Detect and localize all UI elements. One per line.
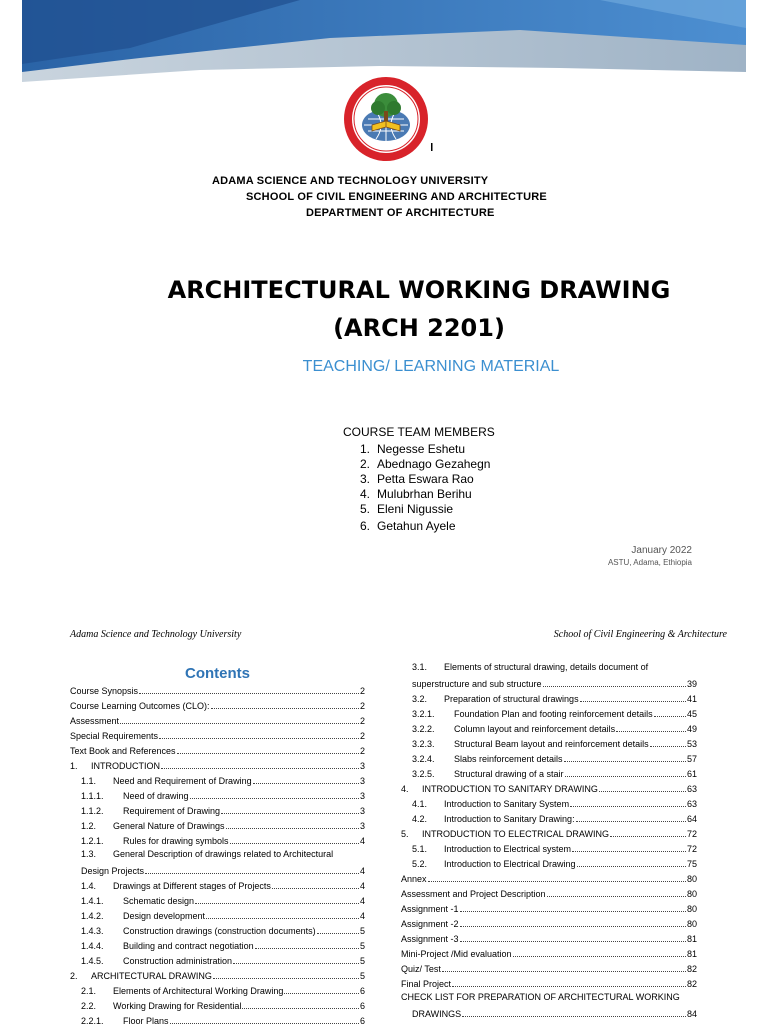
toc-entry-number: 3.2.2.	[412, 724, 435, 734]
toc-entry-number: 3.2.5.	[412, 769, 435, 779]
toc-entry[interactable]	[412, 662, 697, 677]
toc-dot-leader	[513, 947, 686, 957]
toc-dot-leader	[577, 857, 686, 867]
toc-entry[interactable]	[412, 677, 697, 692]
toc-entry[interactable]	[81, 999, 365, 1014]
toc-dot-leader	[284, 984, 359, 994]
team-member-name: Abednago Gezahegn	[377, 457, 491, 471]
toc-entry-page: 5	[359, 956, 365, 966]
toc-dot-leader	[460, 932, 686, 942]
toc-entry[interactable]	[412, 707, 697, 722]
toc-entry-page: 84	[686, 1009, 697, 1019]
toc-entry-page: 45	[686, 709, 697, 719]
toc-dot-leader	[543, 677, 686, 687]
toc-entry-number: 4.2.	[412, 814, 428, 824]
team-member	[360, 502, 453, 517]
toc-entry-title: Requirement of Drawing	[123, 806, 221, 816]
toc-entry-title: Schematic design	[123, 896, 195, 906]
toc-entry-page: 3	[359, 776, 365, 786]
toc-dot-leader	[190, 789, 359, 799]
toc-entry-title: CHECK LIST FOR PREPARATION OF ARCHITECTURAL WORKING	[401, 992, 680, 1002]
toc-entry-page: 3	[359, 791, 365, 801]
toc-entry-page: 49	[686, 724, 697, 734]
team-heading: COURSE TEAM MEMBERS	[343, 425, 495, 439]
toc-entry-title: Introduction to Sanitary System	[444, 799, 570, 809]
toc-entry-page: 5	[359, 941, 365, 951]
toc-dot-leader	[253, 774, 359, 784]
toc-dot-leader	[462, 1007, 686, 1017]
toc-entry-page: 81	[686, 949, 697, 959]
toc-dot-leader	[145, 864, 359, 874]
course-code: (ARCH 2201)	[333, 314, 505, 342]
toc-entry-number: 4.1.	[412, 799, 428, 809]
toc-dot-leader	[177, 744, 359, 754]
toc-entry-number: 1.4.5.	[81, 956, 104, 966]
team-member-number: 2.	[360, 457, 371, 471]
toc-entry-title: Assessment	[70, 716, 120, 726]
toc-entry-number: 2.	[70, 971, 78, 981]
toc-entry-title: Drawings at Different stages of Projects	[113, 881, 271, 891]
toc-entry-title: DRAWINGS	[412, 1009, 462, 1019]
team-member	[360, 487, 472, 502]
toc-dot-leader	[242, 999, 359, 1009]
toc-dot-leader	[195, 894, 359, 904]
toc-entry[interactable]	[81, 804, 365, 819]
toc-entry-title: General Nature of Drawings	[113, 821, 225, 831]
toc-entry-title: Design development	[123, 911, 206, 921]
toc-entry-title: INTRODUCTION TO ELECTRICAL DRAWING	[422, 829, 610, 839]
document-title: ARCHITECTURAL WORKING DRAWING	[167, 276, 671, 304]
toc-entry[interactable]	[70, 759, 365, 774]
toc-entry-title: INTRODUCTION	[91, 761, 160, 771]
toc-dot-leader	[654, 707, 686, 717]
toc-entry-page: 80	[686, 889, 697, 899]
toc-entry-page: 3	[359, 821, 365, 831]
toc-dot-leader	[233, 954, 359, 964]
toc-entry-page: 5	[359, 971, 365, 981]
page-header-right: School of Civil Engineering & Architecture	[553, 629, 727, 640]
toc-dot-leader	[572, 842, 686, 852]
team-member-number: 5.	[360, 502, 371, 516]
team-member	[360, 442, 465, 457]
toc-dot-leader	[120, 714, 359, 724]
toc-dot-leader	[206, 909, 359, 919]
toc-dot-leader	[317, 924, 359, 934]
toc-entry-number: 5.	[401, 829, 409, 839]
toc-dot-leader	[610, 827, 686, 837]
toc-entry-title: Assignment -1	[401, 904, 459, 914]
toc-entry-number: 1.1.	[81, 776, 97, 786]
toc-entry-number: 2.2.	[81, 1001, 97, 1011]
university-name: ADAMA SCIENCE AND TECHNOLOGY UNIVERSITY	[212, 175, 489, 187]
toc-entry-title: Introduction to Electrical Drawing	[444, 859, 576, 869]
toc-entry-title: Course Learning Outcomes (CLO):	[70, 701, 210, 711]
toc-entry[interactable]	[81, 774, 365, 789]
toc-entry-number: 2.2.1.	[81, 1016, 104, 1026]
team-member	[360, 519, 456, 534]
toc-entry[interactable]	[70, 729, 365, 744]
toc-entry-number: 4.	[401, 784, 409, 794]
toc-dot-leader	[255, 939, 359, 949]
toc-entry-page: 63	[686, 799, 697, 809]
toc-entry-page: 3	[359, 806, 365, 816]
toc-entry-title: INTRODUCTION TO SANITARY DRAWING	[422, 784, 598, 794]
toc-entry-number: 1.2.1.	[81, 836, 104, 846]
toc-entry-page: 5	[359, 926, 365, 936]
toc-entry-page: 72	[686, 844, 697, 854]
toc-entry[interactable]	[412, 812, 697, 827]
toc-entry-number: 1.4.	[81, 881, 97, 891]
team-member	[360, 457, 490, 472]
toc-dot-leader	[599, 782, 686, 792]
toc-entry-title: Text Book and References	[70, 746, 176, 756]
toc-entry[interactable]	[81, 864, 365, 879]
toc-entry-number: 3.2.1.	[412, 709, 435, 719]
toc-entry[interactable]	[81, 834, 365, 849]
page-header-left: Adama Science and Technology University	[70, 629, 242, 640]
team-member-name: Petta Eswara Rao	[377, 472, 474, 486]
toc-entry-number: 3.2.	[412, 694, 428, 704]
document-subtitle: TEACHING/ LEARNING MATERIAL	[302, 358, 560, 375]
toc-dot-leader	[213, 969, 359, 979]
team-member-number: 1.	[360, 442, 371, 456]
publication-date: January 2022	[631, 545, 692, 556]
contents-title: Contents	[185, 665, 250, 682]
toc-entry-title: Floor Plans	[123, 1016, 169, 1026]
toc-entry-title: Introduction to Sanitary Drawing:	[444, 814, 575, 824]
toc-entry-number: 1.4.3.	[81, 926, 104, 936]
toc-entry-page: 80	[686, 904, 697, 914]
toc-entry-title: Introduction to Electrical system	[444, 844, 572, 854]
toc-dot-leader	[272, 879, 359, 889]
toc-entry[interactable]	[401, 872, 697, 887]
toc-entry-page: 81	[686, 934, 697, 944]
toc-entry-page: 41	[686, 694, 697, 704]
toc-entry-page: 6	[359, 986, 365, 996]
toc-entry-number: 1.4.2.	[81, 911, 104, 921]
toc-entry[interactable]	[401, 932, 697, 947]
toc-entry-page: 80	[686, 919, 697, 929]
toc-entry-title: ARCHITECTURAL DRAWING	[91, 971, 212, 981]
toc-entry[interactable]	[70, 699, 365, 714]
toc-entry-title: Assignment -3	[401, 934, 459, 944]
toc-entry[interactable]	[401, 992, 697, 1007]
toc-entry-page: 80	[686, 874, 697, 884]
toc-entry-title: Design Projects	[81, 866, 145, 876]
toc-entry[interactable]	[70, 744, 365, 759]
toc-dot-leader	[226, 819, 359, 829]
toc-entry-title: Annex	[401, 874, 427, 884]
toc-entry[interactable]	[401, 887, 697, 902]
toc-entry-title: Construction drawings (construction documents)	[123, 926, 316, 936]
toc-entry-page: 2	[359, 701, 365, 711]
toc-entry[interactable]	[412, 692, 697, 707]
toc-entry-page: 39	[686, 679, 697, 689]
toc-entry[interactable]	[81, 939, 365, 954]
toc-entry-title: Assignment -2	[401, 919, 459, 929]
toc-dot-leader	[650, 737, 686, 747]
toc-dot-leader	[159, 729, 359, 739]
team-member	[360, 472, 474, 487]
toc-entry-number: 1.	[70, 761, 78, 771]
toc-entry-page: 53	[686, 739, 697, 749]
toc-entry[interactable]	[81, 789, 365, 804]
toc-entry-page: 4	[359, 881, 365, 891]
department-name: DEPARTMENT OF ARCHITECTURE	[306, 207, 495, 219]
toc-entry-title: Structural Beam layout and reinforcement details	[454, 739, 649, 749]
toc-entry-page: 4	[359, 896, 365, 906]
toc-entry-title: Structural drawing of a stair	[454, 769, 564, 779]
toc-entry-number: 1.2.	[81, 821, 97, 831]
toc-dot-leader	[576, 812, 686, 822]
toc-entry-page: 61	[686, 769, 697, 779]
toc-dot-leader	[616, 722, 686, 732]
toc-entry-title: Need and Requirement of Drawing	[113, 776, 252, 786]
team-member-name: Mulubrhan Berihu	[377, 487, 472, 501]
toc-entry-page: 63	[686, 784, 697, 794]
toc-entry-page: 82	[686, 964, 697, 974]
toc-dot-leader	[452, 977, 686, 987]
toc-entry-title: Course Synopsis	[70, 686, 139, 696]
toc-entry[interactable]	[81, 984, 365, 999]
toc-entry[interactable]	[70, 969, 365, 984]
publication-place: ASTU, Adama, Ethiopia	[607, 558, 692, 567]
toc-dot-leader	[221, 804, 359, 814]
toc-entry-page: 2	[359, 716, 365, 726]
toc-entry-number: 1.4.4.	[81, 941, 104, 951]
team-member-number: 4.	[360, 487, 371, 501]
toc-entry-title: Quiz/ Test	[401, 964, 441, 974]
toc-dot-leader	[139, 684, 359, 694]
toc-entry-number: 2.1.	[81, 986, 97, 996]
toc-entry-page: 75	[686, 859, 697, 869]
toc-dot-leader	[230, 834, 359, 844]
toc-entry-page: 2	[359, 746, 365, 756]
toc-entry-page: 64	[686, 814, 697, 824]
toc-entry-title: superstructure and sub structure	[412, 679, 542, 689]
team-member-name: Eleni Nigussie	[377, 502, 454, 516]
toc-entry[interactable]	[81, 909, 365, 924]
toc-dot-leader	[580, 692, 686, 702]
toc-entry-page: 57	[686, 754, 697, 764]
toc-entry[interactable]	[401, 917, 697, 932]
toc-entry-page: 2	[359, 731, 365, 741]
toc-entry-title: Mini-Project /Mid evaluation	[401, 949, 512, 959]
toc-entry-title: Slabs reinforcement details	[454, 754, 563, 764]
toc-entry-title: Special Requirements	[70, 731, 159, 741]
toc-entry-number: 3.2.3.	[412, 739, 435, 749]
toc-entry-title: Elements of Architectural Working Drawing	[113, 986, 284, 996]
toc-entry[interactable]	[412, 1007, 697, 1022]
toc-dot-leader	[442, 962, 686, 972]
toc-entry[interactable]	[412, 797, 697, 812]
toc-entry-page: 6	[359, 1016, 365, 1026]
team-member-number: 3.	[360, 472, 371, 486]
toc-dot-leader	[570, 797, 686, 807]
toc-entry[interactable]	[81, 894, 365, 909]
toc-dot-leader	[170, 1014, 359, 1024]
toc-dot-leader	[211, 699, 359, 709]
toc-entry[interactable]	[81, 879, 365, 894]
toc-entry[interactable]	[401, 962, 697, 977]
toc-entry[interactable]	[412, 752, 697, 767]
toc-entry[interactable]	[81, 1014, 365, 1029]
toc-entry-title: Final Project	[401, 979, 452, 989]
toc-entry-number: 3.1.	[412, 662, 428, 672]
toc-entry-number: 5.1.	[412, 844, 428, 854]
toc-entry[interactable]	[401, 947, 697, 962]
toc-entry-title: Need of drawing	[123, 791, 189, 801]
toc-entry-title: Column layout and reinforcement details	[454, 724, 616, 734]
toc-entry-title: General Description of drawings related to Architectural	[113, 849, 334, 859]
toc-entry-page: 4	[359, 836, 365, 846]
school-name: SCHOOL OF CIVIL ENGINEERING AND ARCHITECTURE	[246, 191, 547, 203]
toc-entry[interactable]	[81, 849, 365, 864]
toc-entry[interactable]	[81, 954, 365, 969]
toc-dot-leader	[460, 917, 686, 927]
toc-entry-title: Preparation of structural drawings	[444, 694, 579, 704]
toc-entry-page: 3	[359, 761, 365, 771]
toc-entry[interactable]	[81, 924, 365, 939]
team-member-name: Negesse Eshetu	[377, 442, 466, 456]
toc-dot-leader	[428, 872, 686, 882]
team-member-name: Getahun Ayele	[377, 519, 456, 533]
toc-entry[interactable]	[412, 842, 697, 857]
toc-entry[interactable]	[412, 857, 697, 872]
toc-entry-page: 6	[359, 1001, 365, 1011]
toc-entry-title: Working Drawing for Residential	[113, 1001, 242, 1011]
toc-entry[interactable]	[401, 782, 697, 797]
toc-entry-page: 82	[686, 979, 697, 989]
toc-dot-leader	[547, 887, 686, 897]
university-seal-logo	[338, 75, 434, 163]
toc-dot-leader	[460, 902, 686, 912]
toc-entry-number: 1.1.1.	[81, 791, 104, 801]
toc-entry-title: Construction administration	[123, 956, 233, 966]
toc-entry[interactable]	[401, 902, 697, 917]
toc-entry[interactable]	[70, 684, 365, 699]
toc-entry-title: Elements of structural drawing, details document of	[444, 662, 649, 672]
toc-entry[interactable]	[81, 819, 365, 834]
toc-entry[interactable]	[70, 714, 365, 729]
toc-entry[interactable]	[412, 767, 697, 782]
toc-entry-title: Assessment and Project Description	[401, 889, 546, 899]
team-member-number: 6.	[360, 519, 371, 533]
toc-entry-number: 3.2.4.	[412, 754, 435, 764]
toc-entry-number: 1.3.	[81, 849, 97, 859]
toc-entry-title: Foundation Plan and footing reinforcement details	[454, 709, 653, 719]
toc-entry[interactable]	[412, 737, 697, 752]
toc-dot-leader	[565, 767, 686, 777]
toc-entry-number: 1.4.1.	[81, 896, 104, 906]
toc-entry-page: 2	[359, 686, 365, 696]
toc-dot-leader	[161, 759, 359, 769]
toc-entry-number: 1.1.2.	[81, 806, 104, 816]
toc-dot-leader	[564, 752, 686, 762]
toc-entry-page: 4	[359, 866, 365, 876]
toc-entry-page: 72	[686, 829, 697, 839]
toc-entry[interactable]	[412, 722, 697, 737]
toc-entry-number: 5.2.	[412, 859, 428, 869]
toc-entry-title: Rules for drawing symbols	[123, 836, 229, 846]
toc-entry[interactable]	[401, 977, 697, 992]
toc-entry-title: Building and contract negotiation	[123, 941, 254, 951]
toc-entry[interactable]	[401, 827, 697, 842]
toc-entry-page: 4	[359, 911, 365, 921]
